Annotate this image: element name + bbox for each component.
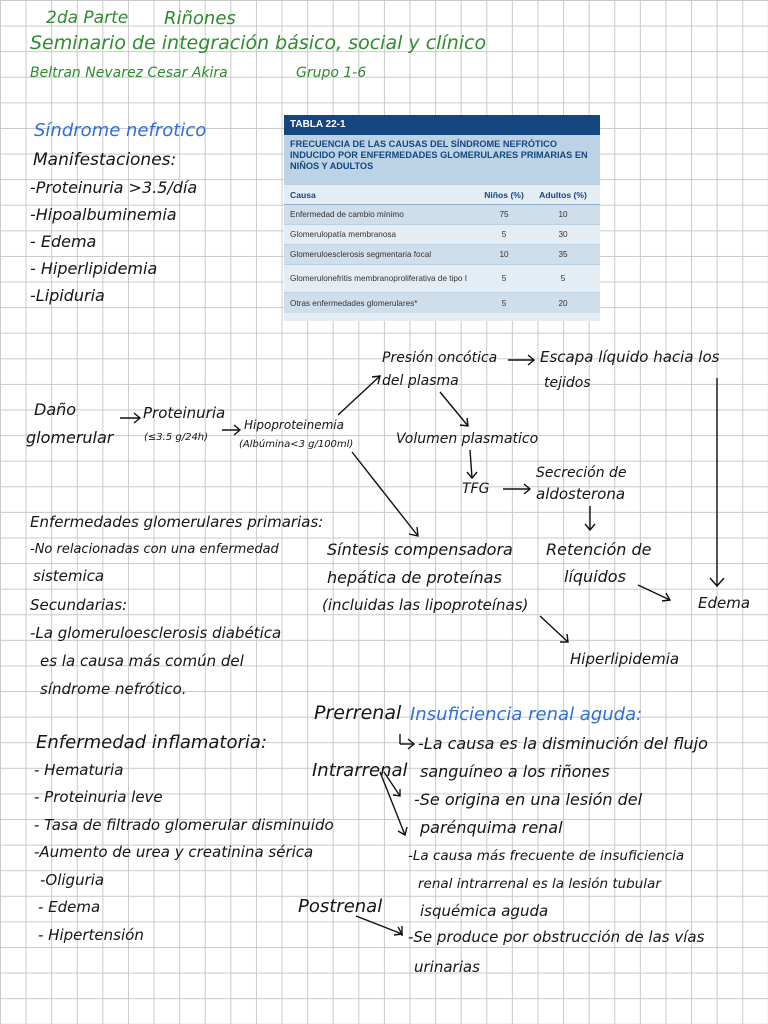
flow-node-secrecion-2: aldosterona xyxy=(536,485,626,503)
table-cell: 5 xyxy=(501,274,507,283)
flow-node-dano: Daño xyxy=(34,400,77,419)
intrarrenal-line: renal intrarrenal es la lesión tubular xyxy=(418,876,661,892)
table-cell: 20 xyxy=(558,298,568,308)
table-cell: 35 xyxy=(558,250,568,259)
column-header: Niños (%) xyxy=(484,189,524,200)
table-cell: 10 xyxy=(499,250,509,259)
postrenal-label: Postrenal xyxy=(298,896,383,917)
table-cell: Glomeruloesclerosis segmentaria focal xyxy=(290,250,432,259)
inflammatory-item: - Edema xyxy=(38,898,101,916)
intrarrenal-label: Intrarrenal xyxy=(312,760,408,781)
flow-node-hipoproteinemia: Hipoproteinemia xyxy=(244,418,344,432)
glomerular-line: -No relacionadas con una enfermedad xyxy=(30,542,279,557)
table-cell: 10 xyxy=(558,210,568,219)
flow-node-retencion-2: líquidos xyxy=(564,567,626,586)
column-header: Adultos (%) xyxy=(539,189,587,200)
prerrenal-label: Prerrenal xyxy=(314,702,402,724)
inflammatory-item: -Aumento de urea y creatinina sérica xyxy=(34,843,314,861)
flow-node-volumen: Volumen plasmatico xyxy=(396,431,539,447)
manifestation-item: -Proteinuria >3.5/día xyxy=(30,178,198,197)
causes-table xyxy=(284,115,600,321)
flow-node-retencion: Retención de xyxy=(546,540,652,559)
column-header: Causa xyxy=(290,189,316,200)
flow-node-edema: Edema xyxy=(698,594,751,612)
flow-node-sintesis: Síntesis compensadora xyxy=(327,540,513,559)
intrarrenal-line: -La causa más frecuente de insuficiencia xyxy=(408,848,685,864)
postrenal-line: -Se produce por obstrucción de las vías xyxy=(408,928,705,946)
intrarrenal-line: isquémica aguda xyxy=(420,902,549,920)
glomerular-line: es la causa más común del xyxy=(40,652,244,670)
table-row xyxy=(284,245,600,265)
flow-node-glomerular: glomerular xyxy=(26,428,114,447)
glomerular-line: síndrome nefrótico. xyxy=(40,680,187,698)
renal-failure-title: Insuficiencia renal aguda: xyxy=(410,704,643,725)
flow-node-secrecion: Secreción de xyxy=(536,465,627,481)
inflammatory-item: - Proteinuria leve xyxy=(34,788,163,806)
flow-node-presion: Presión oncótica xyxy=(382,350,498,366)
table-title: FRECUENCIA DE LAS CAUSAS DEL SÍNDROME NEFRÓTICO INDUCIDO POR ENFERMEDADES GLOMERULARES PRIMARIAS EN NIÑOS Y ADULTOS xyxy=(284,135,600,185)
table-cell: 5 xyxy=(560,274,566,283)
manifestations-title: Manifestaciones: xyxy=(33,150,177,170)
table-label: TABLA 22-1 xyxy=(284,115,600,135)
flow-node-sintesis-2: hepática de proteínas xyxy=(327,568,502,587)
table-cell: 5 xyxy=(501,298,507,308)
table-cell: 75 xyxy=(499,210,509,219)
glomerular-title: Enfermedades glomerulares primarias: xyxy=(30,513,324,531)
table-cell: Enfermedad de cambio mínimo xyxy=(290,210,404,219)
manifestation-item: - Hiperlipidemia xyxy=(30,259,158,278)
flow-node-hiperlipidemia: Hiperlipidemia xyxy=(570,650,680,668)
flow-node-proteinuria-sub: (≤3.5 g/24h) xyxy=(144,432,209,443)
table-cell: Glomerulonefritis membranoproliferativa de tipo I xyxy=(290,273,468,283)
inflammatory-item: - Hematuria xyxy=(34,761,124,779)
inflammatory-title: Enfermedad inflamatoria: xyxy=(36,732,268,753)
seminar-title: Seminario de integración básico, social y clínico xyxy=(30,32,487,54)
group-label: Grupo 1-6 xyxy=(296,65,367,81)
inflammatory-item: -Oliguria xyxy=(40,871,105,889)
manifestation-item: -Hipoalbuminemia xyxy=(30,205,177,224)
table-cell: 30 xyxy=(558,230,568,239)
intrarrenal-line: -Se origina en una lesión del xyxy=(414,790,643,809)
glomerular-secundarias: Secundarias: xyxy=(30,596,128,614)
student-name: Beltran Nevarez Cesar Akira xyxy=(30,65,228,81)
manifestation-item: -Lipiduria xyxy=(30,286,105,305)
flow-node-proteinuria: Proteinuria xyxy=(143,404,226,422)
flow-node-tfg: TFG xyxy=(462,481,490,497)
inflammatory-item: - Tasa de filtrado glomerular disminuido xyxy=(34,816,334,834)
flow-node-hipo-sub: (Albúmina<3 g/100ml) xyxy=(239,439,354,450)
table-cell: Glomerulopatía membranosa xyxy=(290,230,397,239)
table-cell: Otras enfermedades glomerulares* xyxy=(290,298,418,308)
table-header-row xyxy=(284,185,600,205)
flow-node-sintesis-3: (incluidas las lipoproteínas) xyxy=(322,596,529,614)
part-label: 2da Parte xyxy=(46,8,129,28)
table-row xyxy=(284,225,600,245)
topic-label: Riñones xyxy=(164,8,236,29)
glomerular-line: -La glomeruloesclerosis diabética xyxy=(30,624,282,642)
table-cell: 5 xyxy=(501,230,507,239)
postrenal-line: urinarias xyxy=(414,958,480,976)
glomerular-line: sistemica xyxy=(33,567,105,585)
inflammatory-item: - Hipertensión xyxy=(38,926,144,944)
table-row xyxy=(284,265,600,293)
flow-node-presion-2: del plasma xyxy=(382,373,459,389)
intrarrenal-line: parénquima renal xyxy=(420,818,563,837)
prerrenal-line: -La causa es la disminución del flujo xyxy=(418,734,708,753)
nephrotic-title: Síndrome nefrotico xyxy=(34,120,207,141)
flow-node-escapa: Escapa líquido hacia los xyxy=(540,348,720,366)
prerrenal-line: sanguíneo a los riñones xyxy=(420,762,610,781)
manifestation-item: - Edema xyxy=(30,232,97,251)
table-row xyxy=(284,293,600,313)
flow-node-escapa-2: tejidos xyxy=(544,375,591,391)
table-row xyxy=(284,205,600,225)
